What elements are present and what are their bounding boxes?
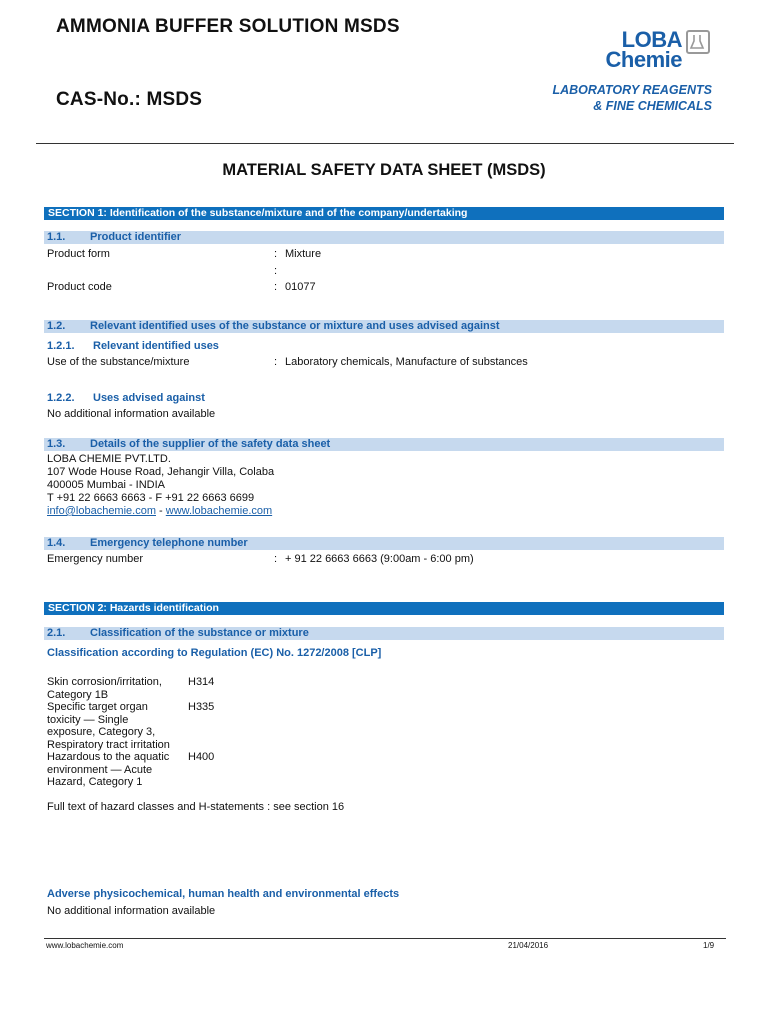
hazard-code: H314 <box>188 676 215 688</box>
hazard-class: Skin corrosion/irritation, Category 1B <box>47 676 162 701</box>
product-form-label: Product form <box>47 248 110 260</box>
colon: : <box>274 281 278 293</box>
hazard-class: Specific target organ toxicity — Single exposure, Category 3, Respiratory tract irritation <box>47 701 170 751</box>
sheet-title: MATERIAL SAFETY DATA SHEET (MSDS) <box>222 161 546 179</box>
subsection-1-3-header <box>44 438 724 451</box>
subsection-label: Details of the supplier of the safety data sheet <box>90 438 331 450</box>
subsection-number: 1.1. <box>47 231 66 243</box>
hazard-full-text-note: Full text of hazard classes and H-statements : see section 16 <box>47 801 345 813</box>
logo-line-2: Chemie <box>605 47 682 72</box>
subsection-number: 1.2.1. <box>47 340 75 352</box>
hazard-code: H335 <box>188 701 215 713</box>
footer-page-number: 1/9 <box>703 941 715 950</box>
subsection-label: Classification of the substance or mixture <box>90 627 309 639</box>
footer-divider <box>44 938 726 939</box>
uses-advised-against-text: No additional information available <box>47 408 216 420</box>
subsection-1-2-header <box>44 320 724 333</box>
header-divider <box>36 143 734 144</box>
emergency-value: + 91 22 6663 6663 (9:00am - 6:00 pm) <box>285 553 474 565</box>
footer-website: www.lobachemie.com <box>46 941 124 950</box>
subsection-label: Uses advised against <box>93 392 205 404</box>
use-label: Use of the substance/mixture <box>47 356 190 368</box>
supplier-city: 400005 Mumbai - INDIA <box>47 479 165 491</box>
subsection-1-2-2-header <box>47 392 205 404</box>
subsection-label: Emergency telephone number <box>90 537 248 549</box>
adverse-effects-heading: Adverse physicochemical, human health and environmental effects <box>47 888 400 900</box>
supplier-street: 107 Wode House Road, Jehangir Villa, Colaba <box>47 466 275 478</box>
tagline-line-2: & FINE CHEMICALS <box>593 99 712 113</box>
logo-line-1: LOBA <box>621 27 682 52</box>
cas-number: CAS-No.: MSDS <box>56 89 203 110</box>
emergency-label: Emergency number <box>47 553 143 565</box>
product-form-value: Mixture <box>285 248 322 260</box>
subsection-number: 1.4. <box>47 537 66 549</box>
website-link[interactable]: www.lobachemie.com <box>165 505 273 517</box>
document-title: AMMONIA BUFFER SOLUTION MSDS <box>56 16 400 37</box>
email-link[interactable]: info@lobachemie.com <box>47 505 156 517</box>
logo-wordmark <box>605 27 682 72</box>
hazard-code: H400 <box>188 751 215 763</box>
footer-date: 21/04/2016 <box>508 941 549 950</box>
colon: : <box>274 553 278 565</box>
subsection-label: Relevant identified uses of the substance or mixture and uses advised against <box>90 320 500 332</box>
hazard-class: Hazardous to the aquatic environment — Acute Hazard, Category 1 <box>47 751 170 788</box>
product-code-value: 01077 <box>285 281 316 293</box>
product-code-label: Product code <box>47 281 112 293</box>
section-2-header: SECTION 2: Hazards identification <box>44 602 724 615</box>
clp-classification-heading: Classification according to Regulation (EC) No. 1272/2008 [CLP] <box>47 647 382 659</box>
subsection-number: 1.2. <box>47 320 66 332</box>
supplier-phone: T +91 22 6663 6663 - F +91 22 6663 6699 <box>47 492 255 504</box>
supplier-name: LOBA CHEMIE PVT.LTD. <box>47 453 171 465</box>
link-separator: - <box>156 505 166 517</box>
subsection-number: 1.3. <box>47 438 66 450</box>
flask-icon <box>686 30 710 54</box>
company-logo <box>532 22 712 122</box>
adverse-effects-text: No additional information available <box>47 905 216 917</box>
colon: : <box>274 248 278 260</box>
supplier-address <box>47 453 274 518</box>
use-value: Laboratory chemicals, Manufacture of substances <box>285 356 528 368</box>
colon: : <box>274 265 278 277</box>
colon: : <box>274 356 278 368</box>
supplier-contact-links <box>47 505 274 518</box>
subsection-label: Product identifier <box>90 231 182 243</box>
subsection-1-4-header <box>44 537 724 550</box>
subsection-1-1-header <box>44 231 724 244</box>
subsection-number: 1.2.2. <box>47 392 75 404</box>
subsection-2-1-header <box>44 627 724 640</box>
subsection-label: Relevant identified uses <box>93 340 219 352</box>
logo-tagline <box>552 82 712 114</box>
subsection-1-2-1-header <box>47 340 219 352</box>
tagline-line-1: LABORATORY REAGENTS <box>552 83 712 97</box>
section-1-header: SECTION 1: Identification of the substance/mixture and of the company/undertaking <box>44 207 724 220</box>
subsection-number: 2.1. <box>47 627 66 639</box>
